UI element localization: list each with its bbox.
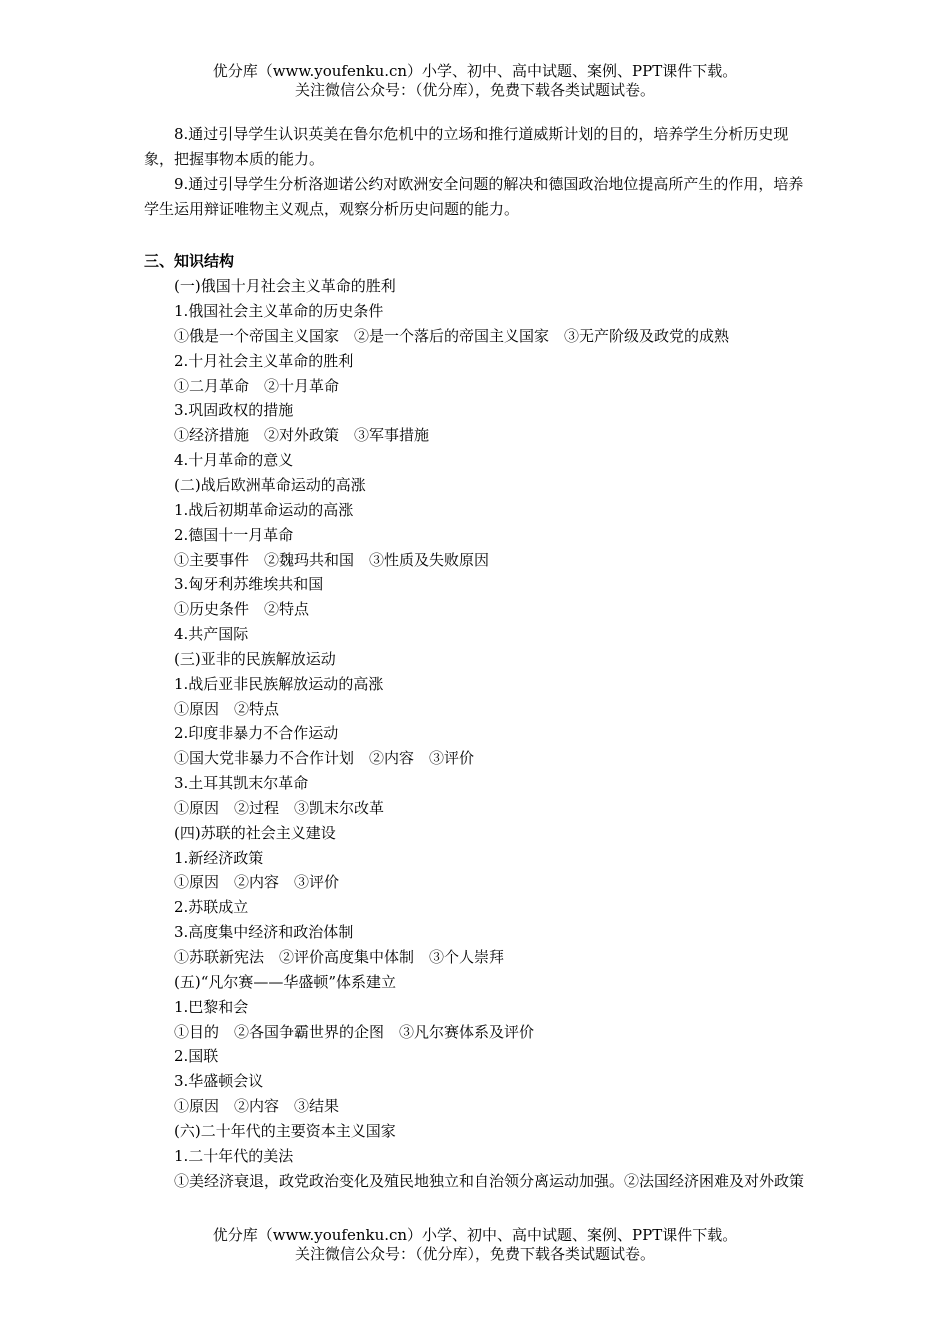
header-line-1: 优分库（www.youfenku.cn）小学、初中、高中试题、案例、PPT课件下载。 — [212, 62, 738, 80]
outline-item: ①主要事件 ②魏玛共和国 ③性质及失败原因 — [174, 550, 490, 569]
page-footer — [0, 1226, 950, 1264]
outline-item: ①原因 ②内容 ③评价 — [174, 873, 340, 892]
outline-item: (二)战后欧洲革命运动的高涨 — [174, 475, 366, 494]
outline-item: 1.战后初期革命运动的高涨 — [174, 500, 354, 519]
outline-item: ①苏联新宪法 ②评价高度集中体制 ③个人崇拜 — [174, 948, 505, 966]
outline-item: 2.苏联成立 — [174, 898, 249, 917]
outline-item: 1.巴黎和会 — [174, 997, 249, 1016]
outline-item: 2.十月社会主义革命的胜利 — [174, 351, 354, 370]
outline-item: 3.华盛顿会议 — [174, 1072, 264, 1091]
outline-item: 3.匈牙利苏维埃共和国 — [174, 575, 324, 594]
outline-item: ①经济措施 ②对外政策 ③军事措施 — [174, 426, 430, 445]
outline-item: 3.高度集中经济和政治体制 — [174, 923, 354, 942]
outline-item: (六)二十年代的主要资本主义国家 — [174, 1121, 396, 1140]
outline-item: (四)苏联的社会主义建设 — [174, 823, 336, 842]
outline-item: 2.国联 — [174, 1047, 219, 1066]
outline-item: (一)俄国十月社会主义革命的胜利 — [174, 277, 396, 296]
outline-item: ①原因 ②过程 ③凯末尔改革 — [174, 798, 385, 817]
outline-item: ①原因 ②特点 — [174, 699, 280, 718]
outline-item: ①俄是一个帝国主义国家 ②是一个落后的帝国主义国家 ③无产阶级及政党的成熟 — [174, 326, 730, 345]
outline-item: 2.德国十一月革命 — [174, 525, 294, 544]
outline-item: (三)亚非的民族解放运动 — [174, 649, 336, 668]
footer-line-2: 关注微信公众号：（优分库），免费下载各类试题试卷。 — [294, 1245, 655, 1263]
outline-item: ①历史条件 ②特点 — [174, 600, 310, 619]
paragraph-us-france: ①美经济衰退，政党政治变化及殖民地独立和自治领分离运动加强。②法国经济困难及对外政策 — [174, 1171, 805, 1190]
outline-list — [144, 274, 809, 1168]
outline-item: ①国大党非暴力不合作计划 ②内容 ③评价 — [174, 749, 475, 768]
outline-item: 2.印度非暴力不合作运动 — [174, 724, 339, 743]
header-line-2: 关注微信公众号：（优分库），免费下载各类试题试卷。 — [294, 81, 655, 99]
outline-item: ①原因 ②内容 ③结果 — [174, 1097, 340, 1116]
outline-item: 4.十月革命的意义 — [174, 451, 294, 470]
outline-item: 1.战后亚非民族解放运动的高涨 — [174, 674, 384, 693]
spacer — [144, 221, 809, 249]
page-header — [0, 62, 950, 100]
outline-item: ①目的 ②各国争霸世界的企图 ③凡尔赛体系及评价 — [174, 1022, 535, 1041]
outline-item: ①二月革命 ②十月革命 — [174, 376, 340, 395]
objective-8: 8.通过引导学生认识英美在鲁尔危机中的立场和推行道威斯计划的目的，培养学生分析历史现象，把握事物本质的能力。 — [144, 125, 789, 168]
outline-item: 4.共产国际 — [174, 625, 249, 644]
document-body — [144, 122, 809, 1193]
outline-item: 3.巩固政权的措施 — [174, 401, 294, 420]
outline-item: 1.二十年代的美法 — [174, 1146, 294, 1165]
section-title: 三、知识结构 — [144, 252, 235, 271]
outline-item: 1.俄国社会主义革命的历史条件 — [174, 302, 384, 321]
objective-9: 9.通过引导学生分析洛迦诺公约对欧洲安全问题的解决和德国政治地位提高所产生的作用，培养学生运用辩证唯物主义观点，观察分析历史问题的能力。 — [144, 174, 804, 218]
footer-line-1: 优分库（www.youfenku.cn）小学、初中、高中试题、案例、PPT课件下载。 — [212, 1226, 738, 1244]
outline-item: (五)“凡尔赛——华盛顿”体系建立 — [174, 972, 397, 991]
outline-item: 1.新经济政策 — [174, 848, 264, 867]
outline-item: 3.土耳其凯末尔革命 — [174, 774, 309, 793]
